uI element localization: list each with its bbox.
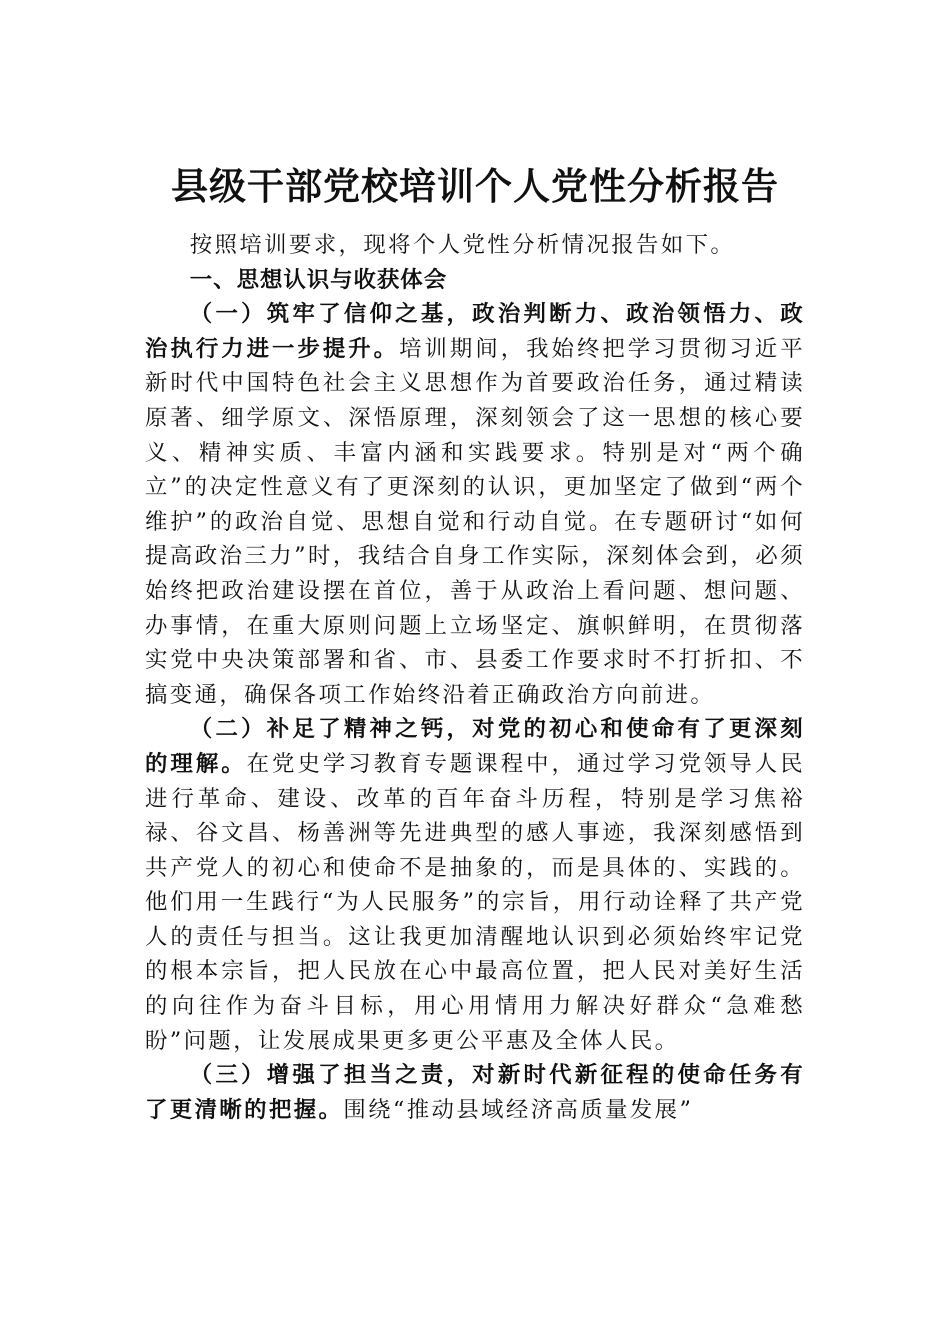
document-body	[145, 228, 805, 1127]
paragraph-body: 培训期间，我始终把学习贯彻习近平新时代中国特色社会主义思想作为首要政治任务，通过精读原著、细学原文、深悟原理，深刻领会了这一思想的核心要义、精神实质、丰富内涵和实践要求。特别是对“两个确立”的决定性意义有了更深刻的认识，更加坚定了做到“两个维护”的政治自觉、思想自觉和行动自觉。在专题研讨“如何提高政治三力”时，我结合自身工作实际，深刻体会到，必须始终把政治建设摆在首位，善于从政治上看问题、想问题、办事情，在重大原则问题上立场坚定、旗帜鲜明，在贯彻落实党中央决策部署和省、市、县委工作要求时不打折扣、不搞变通，确保各项工作始终沿着正确政治方向前进。	[145, 335, 806, 708]
paragraph-lead: （一）筑牢了信仰之基，政治判断力、政治领悟力、政治执行力进一步提升。	[145, 301, 805, 362]
intro-paragraph: 按照培训要求，现将个人党性分析情况报告如下。	[189, 232, 736, 258]
paragraph-lead: （二）补足了精神之钙，对党的初心和使命有了更深刻的理解。	[145, 716, 805, 777]
paragraph-3	[145, 1058, 805, 1127]
paragraph-1	[145, 297, 805, 712]
paragraph-body: 围绕“推动县域经济高质量发展”	[343, 1096, 694, 1123]
paragraph-body: 在党史学习教育专题课程中，通过学习党领导人民进行革命、建设、改革的百年奋斗历程，特别是学习焦裕禄、谷文昌、杨善洲等先进典型的感人事迹，我深刻感悟到共产党人的初心和使命不是抽象的，而是具体的、实践的。他们用一生践行“为人民服务”的宗旨，用行动诠释了共产党人的责任与担当。这让我更加清醒地认识到必须始终牢记党的根本宗旨，把人民放在心中最高位置，把人民对美好生活的向往作为奋斗目标，用心用情用力解决好群众“急难愁盼”问题，让发展成果更多更公平惠及全体人民。	[145, 750, 805, 1054]
paragraph-lead: （三）增强了担当之责，对新时代新征程的使命任务有了更清晰的把握。	[145, 1062, 805, 1123]
paragraph-2	[145, 712, 805, 1058]
section-heading: 一、思想认识与收获体会	[189, 266, 448, 293]
document-title: 县级干部党校培训个人党性分析报告	[171, 164, 779, 208]
